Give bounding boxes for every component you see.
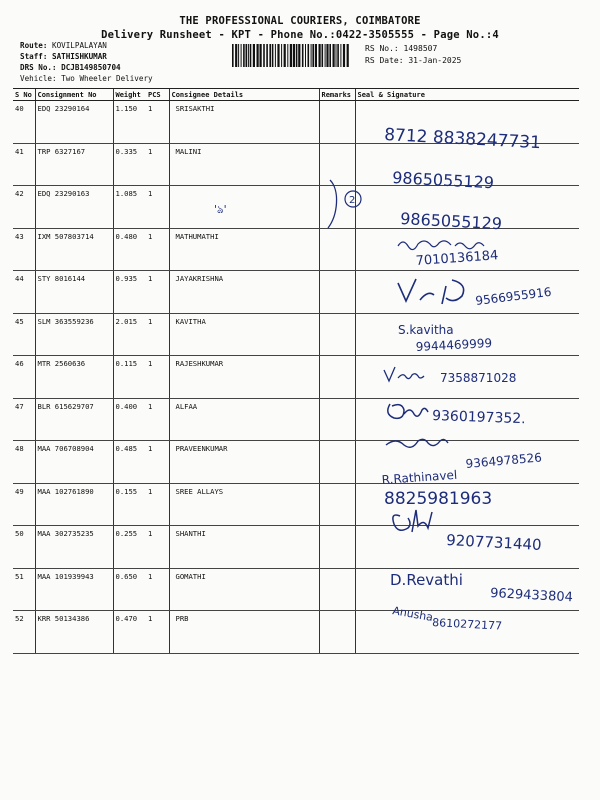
cell-consignee: PRAVEENKUMAR (169, 441, 319, 484)
cell-remarks (319, 611, 355, 654)
barcode-bar (305, 44, 306, 67)
barcode-bar (343, 44, 345, 67)
cell-pcs: 1 (146, 526, 169, 569)
barcode-bar (241, 44, 242, 67)
barcode-bar (246, 44, 248, 67)
barcode-bar (257, 44, 259, 67)
barcode-bar (235, 44, 237, 67)
handwritten-phone-47: 9360197352. (431, 408, 526, 428)
barcode-bar (260, 44, 262, 67)
handwritten-phone-41: 9865055129 (391, 168, 495, 193)
cell-signature (355, 313, 579, 356)
handwritten-phone-42: 9865055129 (399, 209, 503, 234)
cell-remarks (319, 313, 355, 356)
cell-signature (355, 526, 579, 569)
cell-consignee: ALFAA (169, 398, 319, 441)
cell-consignment: STY 8016144 (35, 271, 113, 314)
table-row (13, 568, 579, 611)
barcode-bar (312, 44, 314, 67)
barcode (232, 44, 350, 67)
barcode-bar (319, 44, 321, 67)
rs-no-line (365, 44, 437, 53)
barcode-bar (266, 44, 268, 67)
table-row (13, 228, 579, 271)
barcode-bar (329, 44, 331, 67)
table-row (13, 313, 579, 356)
cell-pcs: 1 (146, 356, 169, 399)
cell-remarks (319, 398, 355, 441)
handwritten-name-52: Anusha (391, 604, 435, 625)
table-row (13, 101, 579, 144)
cell-consignee: KAVITHA (169, 313, 319, 356)
runsheet-table (13, 88, 579, 654)
cell-remarks (319, 483, 355, 526)
staff-value: SATHISHKUMAR (52, 52, 107, 61)
barcode-bar (336, 44, 337, 67)
cell-consignee: MALINI (169, 143, 319, 186)
cell-sno: 51 (13, 568, 35, 611)
staff-label: Staff: (20, 52, 48, 61)
cell-remarks (319, 101, 355, 144)
cell-consignment: MAA 302735235 (35, 526, 113, 569)
cell-remarks (319, 441, 355, 484)
cell-sno: 52 (13, 611, 35, 654)
handwritten-phone-51: 9629433804 (489, 586, 574, 606)
cell-consignment: KRR 50134386 (35, 611, 113, 654)
rs-no-label: RS No.: (365, 44, 399, 53)
cell-sno: 42 (13, 186, 35, 229)
barcode-bar (277, 44, 279, 67)
barcode-bar (243, 44, 245, 67)
handwritten-phone-43: 7010136184 (415, 248, 499, 269)
handwritten-phone-48: 9364978526 (465, 450, 543, 471)
rs-date-value: 31-Jan-2025 (408, 56, 462, 65)
handwritten-phone-45: 9944469999 (415, 336, 493, 354)
cell-sno: 44 (13, 271, 35, 314)
handwritten-phone-46: 7358871028 (440, 371, 517, 385)
handwritten-name-51: D.Revathi (390, 571, 463, 589)
cell-pcs: 1 (146, 483, 169, 526)
cell-sno: 40 (13, 101, 35, 144)
handwritten-remark-42: 2 (349, 195, 356, 206)
table-row (13, 611, 579, 654)
page-subtitle: Delivery Runsheet - KPT - Phone No.:0422-3505555 - Page No.:4 (101, 29, 499, 41)
handwritten-phone-44: 9566955916 (474, 284, 553, 308)
cell-consignment: BLR 615629707 (35, 398, 113, 441)
table-row (13, 271, 579, 314)
rs-date-label: RS Date: (365, 56, 404, 65)
handwritten-name-49: R.Rathinavel (381, 467, 458, 487)
table-row (13, 398, 579, 441)
cell-signature (355, 271, 579, 314)
col-header-pcs: PCS (146, 89, 169, 101)
col-header-signature: Seal & Signature (355, 89, 579, 101)
table-row (13, 526, 579, 569)
cell-pcs: 1 (146, 186, 169, 229)
cell-consignee: RAJESHKUMAR (169, 356, 319, 399)
cell-signature (355, 228, 579, 271)
cell-sno: 50 (13, 526, 35, 569)
cell-weight: 0.155 (113, 483, 146, 526)
col-header-weight: Weight (113, 89, 146, 101)
table-row (13, 186, 579, 229)
barcode-bar (298, 44, 300, 67)
barcode-bar (250, 44, 252, 67)
col-header-sno: S No (13, 89, 35, 101)
route-value: KOVILPALAYAN (52, 41, 107, 50)
cell-pcs: 1 (146, 228, 169, 271)
cell-sno: 48 (13, 441, 35, 484)
cell-pcs: 1 (146, 398, 169, 441)
col-header-remarks: Remarks (319, 89, 355, 101)
barcode-bar (287, 44, 288, 67)
cell-pcs: 1 (146, 611, 169, 654)
cell-sno: 47 (13, 398, 35, 441)
cell-consignment: MAA 706708904 (35, 441, 113, 484)
drs-label: DRS No.: (20, 63, 57, 72)
barcode-bar (290, 44, 292, 67)
cell-pcs: 1 (146, 441, 169, 484)
cell-pcs: 1 (146, 313, 169, 356)
cell-consignment: IXM 507803714 (35, 228, 113, 271)
cell-consignee: SREE ALLAYS (169, 483, 319, 526)
cell-weight: 0.485 (113, 441, 146, 484)
cell-remarks (319, 143, 355, 186)
cell-consignee: PRB (169, 611, 319, 654)
barcode-bar (347, 44, 349, 67)
cell-signature (355, 611, 579, 654)
cell-weight: 1.085 (113, 186, 146, 229)
cell-weight: 1.150 (113, 101, 146, 144)
cell-signature (355, 186, 579, 229)
cell-signature (355, 101, 579, 144)
col-header-consignee: Consignee Details (169, 89, 319, 101)
cell-weight: 0.470 (113, 611, 146, 654)
barcode-bar (311, 44, 312, 67)
barcode-bar (232, 44, 234, 67)
table-row (13, 441, 579, 484)
cell-consignment: SLM 363559236 (35, 313, 113, 356)
col-header-consignment: Consignment No (35, 89, 113, 101)
route-label: Route: (20, 41, 48, 50)
cell-weight: 0.115 (113, 356, 146, 399)
handwritten-phone-49: 8825981963 (384, 489, 493, 509)
drs-value: DCJB149850704 (61, 63, 121, 72)
cell-sno: 45 (13, 313, 35, 356)
vehicle-label: Vehicle: (20, 74, 57, 83)
cell-pcs: 1 (146, 101, 169, 144)
table-row (13, 356, 579, 399)
barcode-bar (269, 44, 271, 67)
handwritten-phone-52: 8610272177 (431, 616, 503, 633)
barcode-bar (322, 44, 324, 67)
barcode-bar (296, 44, 298, 67)
cell-signature (355, 398, 579, 441)
cell-weight: 0.935 (113, 271, 146, 314)
cell-remarks (319, 356, 355, 399)
vehicle-value: Two Wheeler Delivery (61, 74, 153, 83)
cell-sno: 43 (13, 228, 35, 271)
cell-consignee: MATHUMATHI (169, 228, 319, 271)
cell-sno: 41 (13, 143, 35, 186)
cell-signature (355, 483, 579, 526)
barcode-bar (340, 44, 341, 67)
cell-pcs: 1 (146, 568, 169, 611)
barcode-bar (308, 44, 310, 67)
barcode-bar (263, 44, 265, 67)
cell-remarks (319, 568, 355, 611)
cell-consignment: EDQ 23290163 (35, 186, 113, 229)
barcode-bar (337, 44, 339, 67)
cell-consignment: TRP 6327167 (35, 143, 113, 186)
cell-weight: 0.650 (113, 568, 146, 611)
cell-remarks (319, 271, 355, 314)
cell-remarks (319, 526, 355, 569)
barcode-bar (272, 44, 274, 67)
cell-sno: 46 (13, 356, 35, 399)
vehicle-line (20, 74, 153, 83)
cell-consignment: MAA 102761890 (35, 483, 113, 526)
cell-weight: 0.335 (113, 143, 146, 186)
table-row (13, 483, 579, 526)
cell-weight: 2.015 (113, 313, 146, 356)
cell-weight: 0.480 (113, 228, 146, 271)
cell-signature (355, 568, 579, 611)
cell-signature (355, 356, 579, 399)
barcode-bar (293, 44, 295, 67)
handwritten-phone-40: 8712 8838247731 (383, 125, 542, 154)
page-title: THE PROFESSIONAL COURIERS, COIMBATORE (179, 15, 421, 27)
barcode-bar (275, 44, 276, 67)
cell-remarks (319, 186, 355, 229)
cell-consignment: MAA 101939943 (35, 568, 113, 611)
barcode-bar (253, 44, 255, 67)
cell-consignee (169, 186, 319, 229)
drs-line (20, 63, 121, 72)
route-line (20, 41, 107, 50)
barcode-bar (333, 44, 335, 67)
rs-no-value: 1498507 (403, 44, 438, 53)
cell-sno: 49 (13, 483, 35, 526)
cell-consignee: GOMATHI (169, 568, 319, 611)
cell-pcs: 1 (146, 271, 169, 314)
table-row (13, 143, 579, 186)
barcode-bar (315, 44, 317, 67)
cell-signature (355, 441, 579, 484)
barcode-bar (248, 44, 249, 67)
handwritten-phone-50: 9207731440 (445, 531, 543, 554)
barcode-bar (281, 44, 282, 67)
cell-pcs: 1 (146, 143, 169, 186)
staff-line (20, 52, 107, 61)
barcode-bar (325, 44, 326, 67)
cell-weight: 0.400 (113, 398, 146, 441)
cell-consignee: SHANTHI (169, 526, 319, 569)
barcode-bar (284, 44, 286, 67)
cell-remarks (319, 228, 355, 271)
handwritten-mark-42: 'ঌ' (214, 203, 227, 216)
cell-consignment: EDQ 23290164 (35, 101, 113, 144)
cell-consignee: SRISAKTHI (169, 101, 319, 144)
barcode-bar (238, 44, 239, 67)
cell-consignment: MTR 2560636 (35, 356, 113, 399)
cell-consignee: JAYAKRISHNA (169, 271, 319, 314)
cell-signature (355, 143, 579, 186)
barcode-bar (326, 44, 328, 67)
cell-weight: 0.255 (113, 526, 146, 569)
handwritten-name-45: S.kavitha (398, 323, 454, 337)
rs-date-line (365, 56, 461, 65)
table-header-row (13, 89, 579, 101)
barcode-bar (302, 44, 304, 67)
